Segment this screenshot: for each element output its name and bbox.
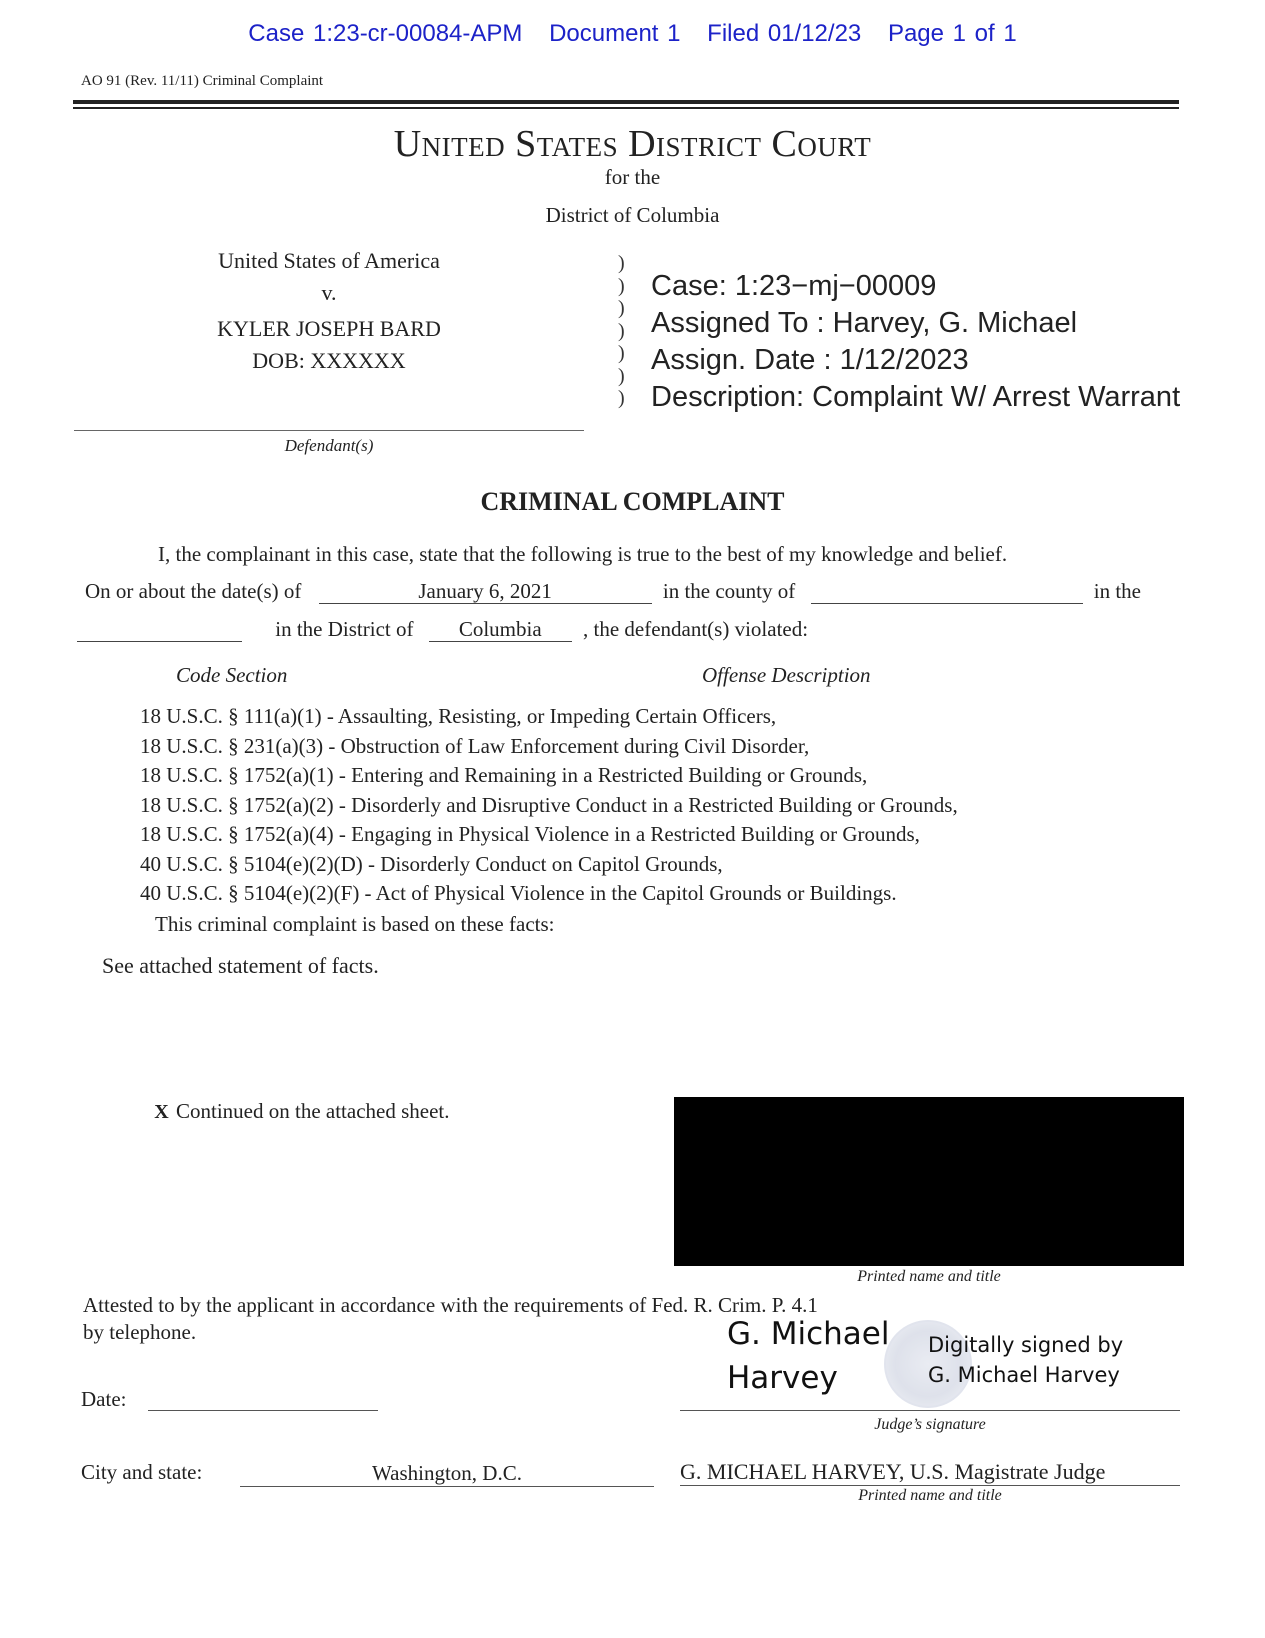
continued-label: Continued on the attached sheet. xyxy=(176,1099,450,1123)
district-field: Columbia xyxy=(429,617,572,642)
date-field[interactable] xyxy=(148,1410,378,1411)
caption-parties xyxy=(74,245,584,377)
county-field xyxy=(811,579,1083,604)
offense-item: 40 U.S.C. § 5104(e)(2)(D) - Disorderly Conduct on Capitol Grounds, xyxy=(140,851,723,876)
county-prefix: in the county of xyxy=(662,579,796,603)
defendant-name: KYLER JOSEPH BARD xyxy=(217,316,441,341)
court-district: District of Columbia xyxy=(545,203,720,227)
offense-item: 18 U.S.C. § 231(a)(3) - Obstruction of Law Enforcement during Civil Disorder, xyxy=(140,733,810,758)
judge-printed-name: G. MICHAEL HARVEY, U.S. Magistrate Judge xyxy=(680,1459,1180,1486)
continued-row xyxy=(153,1099,450,1124)
district-prefix: in the District of xyxy=(275,617,414,641)
offense-list xyxy=(140,702,958,909)
complaint-title: CRIMINAL COMPLAINT xyxy=(480,487,785,516)
judge-signature-name: G. Michael Harvey xyxy=(727,1316,890,1396)
date-county-line xyxy=(85,579,1141,604)
offense-date-field: January 6, 2021 xyxy=(319,579,652,604)
offense-item: 40 U.S.C. § 5104(e)(2)(F) - Act of Physical Violence in the Capitol Grounds or Buildings. xyxy=(140,881,897,905)
offense-item: 18 U.S.C. § 111(a)(1) - Assaulting, Resisting, or Impeding Certain Officers, xyxy=(140,704,777,728)
judge-signature-line xyxy=(680,1410,1180,1411)
stamp-document-number: Document 1 xyxy=(549,20,681,47)
form-identifier: AO 91 (Rev. 11/11) Criminal Complaint xyxy=(81,73,324,89)
header-rule-thick xyxy=(73,100,1179,104)
digital-signature-block: Digitally signed by G. Michael Harvey xyxy=(928,1333,1124,1387)
caption-parens: ) ) ) ) ) ) ) xyxy=(618,252,625,409)
district-blank-field xyxy=(77,617,242,642)
stamp-case-number: Case 1:23-cr-00084-APM xyxy=(248,20,523,47)
district-suffix: , the defendant(s) violated: xyxy=(582,617,809,641)
header-rule-thin xyxy=(73,107,1179,109)
offense-item: 18 U.S.C. § 1752(a)(4) - Engaging in Physical Violence in a Restricted Building or Grounds, xyxy=(140,822,920,846)
stamp-filed-date: Filed 01/12/23 xyxy=(707,20,862,47)
case-description: Description: Complaint W/ Arrest Warrant xyxy=(651,381,1181,413)
assign-date: Assign. Date : 1/12/2023 xyxy=(651,344,969,376)
offense-description-header: Offense Description xyxy=(702,663,871,687)
court-title: United States District Court xyxy=(393,123,872,165)
case-assignment-info xyxy=(651,268,1180,416)
city-state-field: Washington, D.C. xyxy=(240,1461,654,1487)
court-for-the: for the xyxy=(604,165,661,189)
plaintiff-name: United States of America xyxy=(218,248,440,273)
attestation-line-2: by telephone. xyxy=(83,1320,197,1344)
continued-checkbox[interactable]: X xyxy=(154,1101,169,1123)
redacted-complainant-signature xyxy=(674,1097,1184,1266)
defendant-label: Defendant(s) xyxy=(284,436,374,455)
versus-label: v. xyxy=(321,280,337,305)
attestation-line-1: Attested to by the applicant in accordance with the requirements of Fed. R. Crim. P. 4.1 xyxy=(83,1293,818,1317)
judge-signature-label: Judge’s signature xyxy=(874,1416,986,1433)
assigned-to: Assigned To : Harvey, G. Michael xyxy=(651,307,1078,339)
offense-item: 18 U.S.C. § 1752(a)(2) - Disorderly and Disruptive Conduct in a Restricted Building or Grounds, xyxy=(140,792,958,817)
facts-text: See attached statement of facts. xyxy=(102,953,379,978)
case-number: Case: 1:23−mj−00009 xyxy=(651,270,937,302)
offense-item: 18 U.S.C. § 1752(a)(1) - Entering and Remaining in a Restricted Building or Grounds, xyxy=(140,763,868,787)
district-line xyxy=(77,617,808,642)
complainant-name-label: Printed name and title xyxy=(857,1268,1001,1285)
judge-printed-name-label: Printed name and title xyxy=(858,1487,1002,1504)
defendant-dob: DOB: XXXXXX xyxy=(252,348,406,373)
in-the-label: in the xyxy=(1093,579,1141,603)
complaint-intro: I, the complainant in this case, state that the following is true to the best of my knowledge and belief. xyxy=(158,542,1008,566)
city-state-label: City and state: xyxy=(81,1460,203,1484)
filing-stamp xyxy=(0,20,1265,48)
defendant-underline xyxy=(74,430,584,431)
date-prefix: On or about the date(s) of xyxy=(85,579,302,603)
facts-intro: This criminal complaint is based on these facts: xyxy=(155,912,555,936)
code-section-header: Code Section xyxy=(176,663,288,687)
stamp-page-count: Page 1 of 1 xyxy=(887,20,1017,47)
date-label: Date: xyxy=(81,1387,127,1411)
